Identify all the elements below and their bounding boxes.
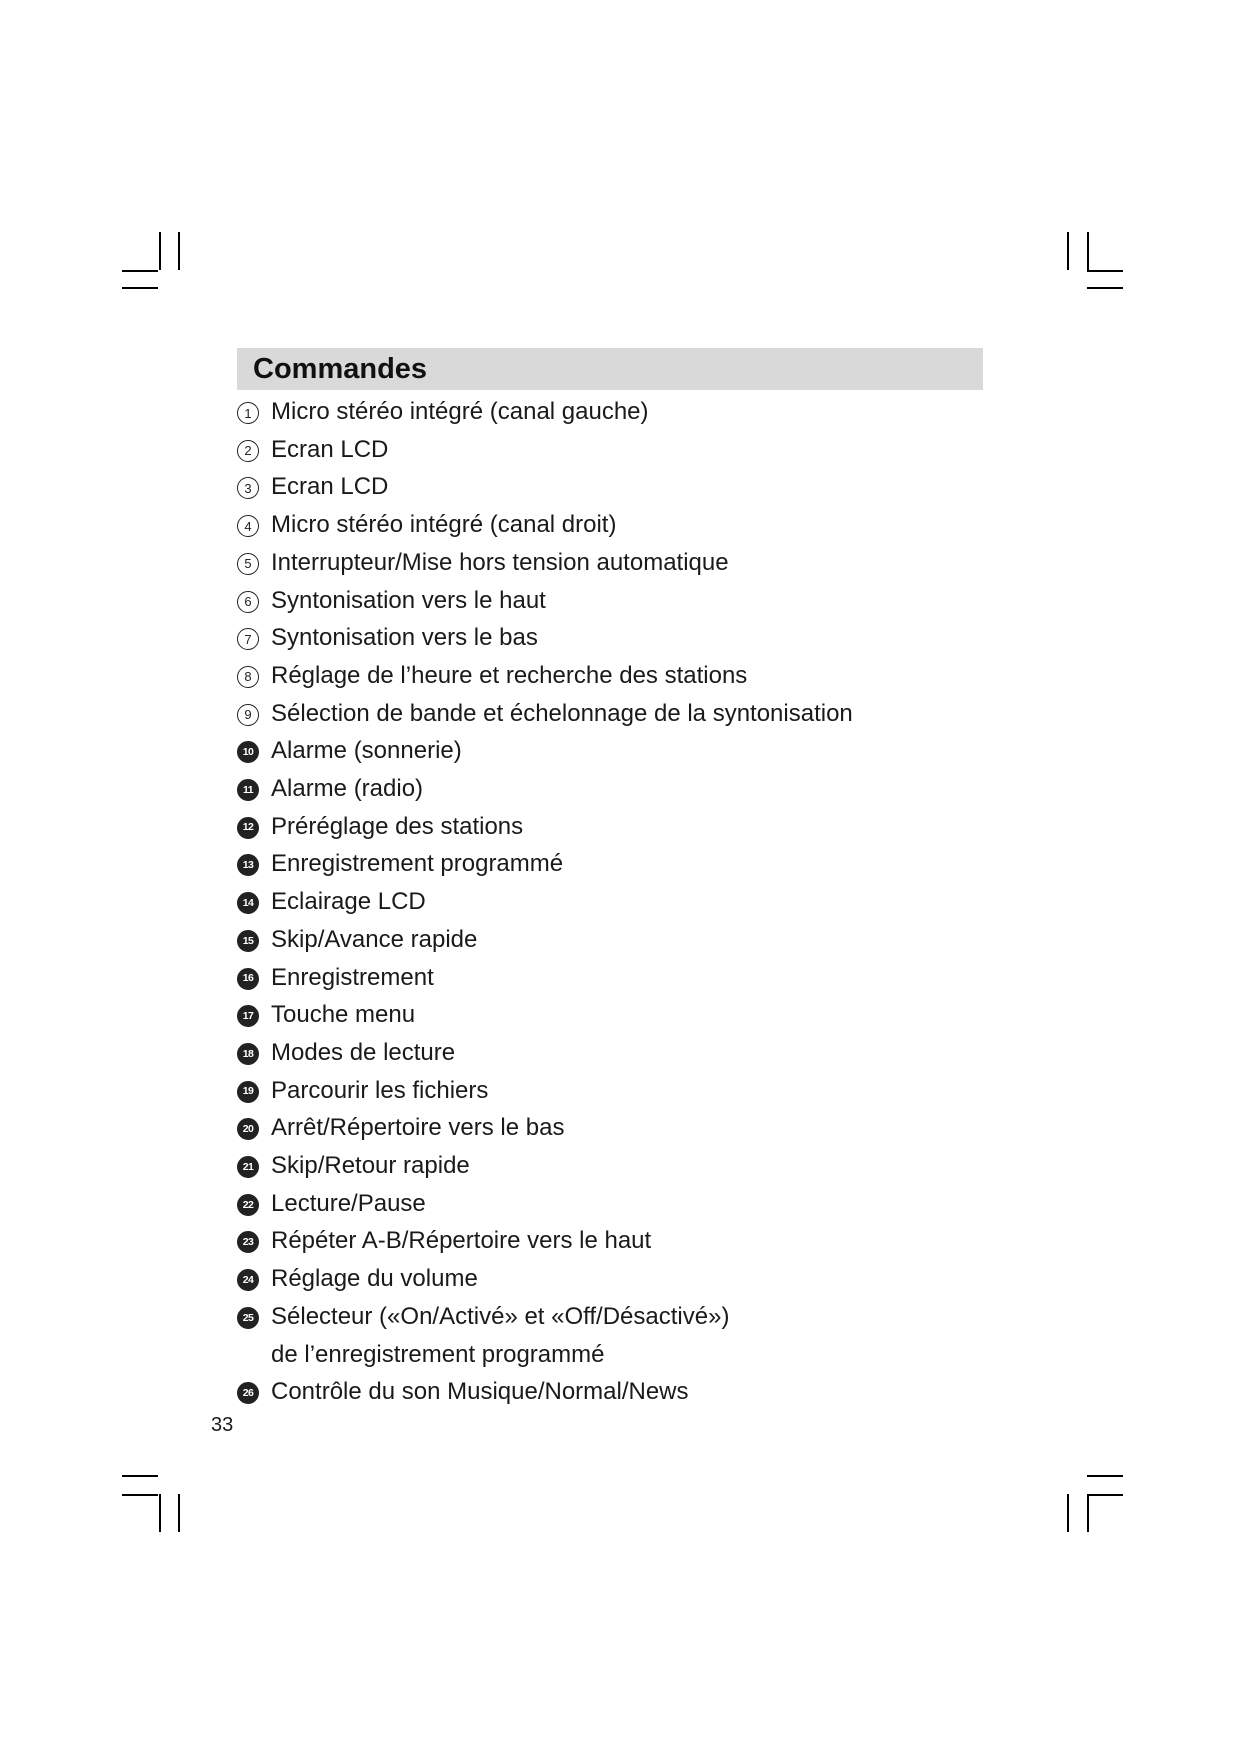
item-number-badge: 15 — [237, 930, 259, 952]
item-label: Lecture/Pause — [271, 1189, 426, 1217]
item-number-badge: 1 — [237, 402, 259, 424]
item-label: Contrôle du son Musique/Normal/News — [271, 1378, 689, 1406]
page-number: 33 — [211, 1414, 234, 1436]
item-number-badge: 11 — [237, 779, 259, 801]
controls-list — [237, 393, 983, 1411]
item-number-badge: 17 — [237, 1005, 259, 1027]
crop-mark — [122, 1475, 158, 1477]
item-number-badge: 14 — [237, 892, 259, 914]
item-number-badge: 8 — [237, 666, 259, 688]
list-item — [237, 845, 983, 883]
crop-mark — [122, 270, 158, 272]
item-label: Eclairage LCD — [271, 888, 426, 916]
list-item — [237, 732, 983, 770]
crop-mark — [1087, 287, 1123, 289]
item-number-badge: 25 — [237, 1307, 259, 1329]
item-label: Micro stéréo intégré (canal droit) — [271, 511, 617, 539]
crop-mark — [1087, 270, 1123, 272]
item-number-badge: 10 — [237, 741, 259, 763]
list-item — [237, 1260, 983, 1298]
list-item — [237, 506, 983, 544]
list-item — [237, 1147, 983, 1185]
item-label: Interrupteur/Mise hors tension automatique — [271, 548, 729, 576]
crop-mark — [1087, 232, 1089, 270]
crop-mark — [1067, 232, 1069, 270]
item-number-badge: 6 — [237, 591, 259, 613]
item-number-badge: 23 — [237, 1231, 259, 1253]
item-number-badge: 20 — [237, 1118, 259, 1140]
item-number-badge: 16 — [237, 968, 259, 990]
crop-mark — [1087, 1494, 1123, 1496]
list-item — [237, 921, 983, 959]
item-label: Syntonisation vers le haut — [271, 586, 546, 614]
list-item — [237, 1109, 983, 1147]
item-label: Skip/Avance rapide — [271, 925, 478, 953]
list-item — [237, 1336, 983, 1374]
item-number-badge: 2 — [237, 440, 259, 462]
item-number-badge: 12 — [237, 817, 259, 839]
section-title: Commandes — [253, 352, 428, 385]
list-item — [237, 883, 983, 921]
section-header — [237, 348, 983, 390]
item-number-badge: 7 — [237, 628, 259, 650]
list-item — [237, 582, 983, 620]
item-number-badge: 26 — [237, 1382, 259, 1404]
item-label: Alarme (radio) — [271, 775, 424, 803]
crop-mark — [1087, 1494, 1089, 1532]
item-number-badge: 21 — [237, 1156, 259, 1178]
item-label: Enregistrement programmé — [271, 850, 564, 878]
crop-mark — [159, 232, 161, 270]
item-label: Parcourir les fichiers — [271, 1076, 489, 1104]
crop-mark — [1067, 1494, 1069, 1532]
item-label: Arrêt/Répertoire vers le bas — [271, 1114, 565, 1142]
item-label: Modes de lecture — [271, 1038, 456, 1066]
item-label: Touche menu — [271, 1001, 416, 1029]
item-label: Ecran LCD — [271, 473, 389, 501]
list-item — [237, 959, 983, 997]
item-label: Réglage du volume — [271, 1265, 478, 1293]
item-number-badge: 9 — [237, 704, 259, 726]
list-item — [237, 468, 983, 506]
list-item — [237, 1185, 983, 1223]
list-item — [237, 431, 983, 469]
list-item — [237, 695, 983, 733]
item-label: Sélecteur («On/Activé» et «Off/Désactivé») — [271, 1302, 730, 1330]
list-item — [237, 996, 983, 1034]
item-label: Alarme (sonnerie) — [271, 737, 462, 765]
crop-mark — [1087, 1475, 1123, 1477]
list-item — [237, 808, 983, 846]
item-number-badge: 13 — [237, 854, 259, 876]
list-item — [237, 1373, 983, 1411]
list-item — [237, 1222, 983, 1260]
item-number-badge: 19 — [237, 1081, 259, 1103]
list-item — [237, 1298, 983, 1336]
item-label: Préréglage des stations — [271, 812, 524, 840]
item-number-badge: 4 — [237, 515, 259, 537]
crop-mark — [122, 287, 158, 289]
item-label: Micro stéréo intégré (canal gauche) — [271, 398, 649, 425]
item-label: Syntonisation vers le bas — [271, 624, 538, 652]
list-item — [237, 657, 983, 695]
crop-mark — [122, 1494, 158, 1496]
item-label: Répéter A-B/Répertoire vers le haut — [271, 1227, 652, 1255]
list-item — [237, 1072, 983, 1110]
item-label: Réglage de l’heure et recherche des stations — [271, 661, 748, 689]
crop-mark — [178, 1494, 180, 1532]
item-number-badge: 5 — [237, 553, 259, 575]
item-number-badge: 22 — [237, 1194, 259, 1216]
crop-mark — [159, 1494, 161, 1532]
list-item — [237, 1034, 983, 1072]
item-number-badge: 18 — [237, 1043, 259, 1065]
list-item — [237, 619, 983, 657]
item-number-badge: 3 — [237, 477, 259, 499]
item-label: Ecran LCD — [271, 435, 389, 463]
item-label: Skip/Retour rapide — [271, 1152, 470, 1180]
crop-mark — [178, 232, 180, 270]
list-item — [237, 393, 983, 431]
item-label: Enregistrement — [271, 963, 434, 991]
list-item — [237, 770, 983, 808]
item-number-badge: 24 — [237, 1269, 259, 1291]
list-item — [237, 544, 983, 582]
item-label: de l’enregistrement programmé — [271, 1340, 605, 1368]
item-label: Sélection de bande et échelonnage de la syntonisation — [271, 699, 853, 727]
controls-section — [237, 348, 983, 1411]
